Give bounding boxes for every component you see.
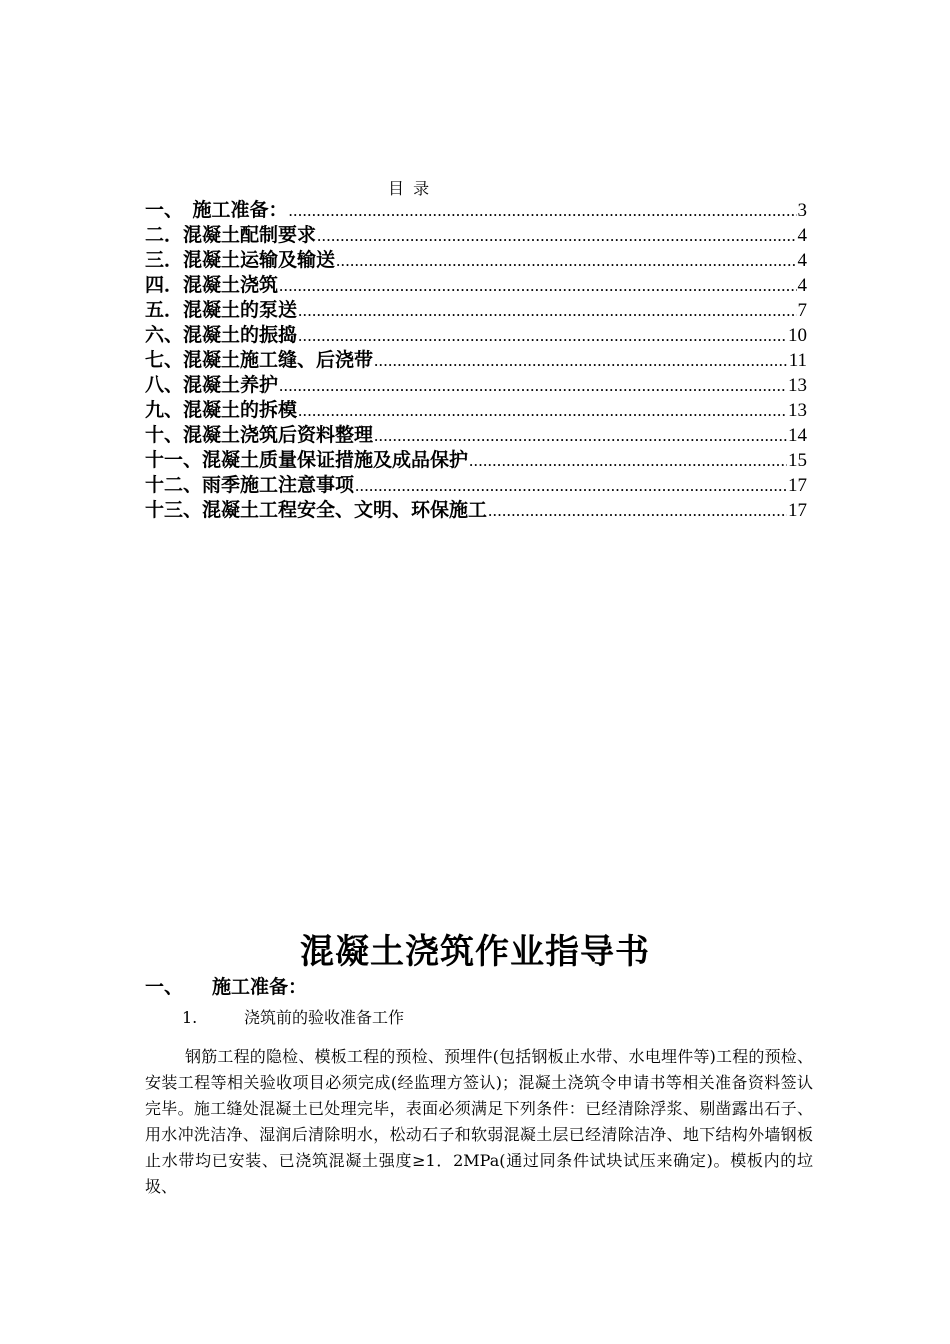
toc-entry-page: 4 <box>797 250 807 271</box>
toc-entry-label: 十、混凝土浇筑后资料整理 <box>145 424 374 446</box>
toc-entry-label: 七、混凝土施工缝、后浇带 <box>145 349 374 371</box>
toc-leader-dots <box>488 498 787 523</box>
document-title: 混凝土浇筑作业指导书 <box>300 932 650 972</box>
toc-entry-page: 13 <box>788 375 807 396</box>
toc-leader-dots <box>289 198 797 223</box>
toc-entry-page: 3 <box>797 200 807 221</box>
toc-entry-label: 十二、雨季施工注意事项 <box>145 474 355 496</box>
toc-leader-dots <box>469 448 787 473</box>
section-heading <box>145 972 307 999</box>
toc-entry-page: 17 <box>788 500 807 521</box>
toc-entry-label: 五．混凝土的泵送 <box>145 299 298 321</box>
section-title: 施工准备： <box>212 976 308 998</box>
toc-entry[interactable] <box>145 298 807 323</box>
toc-entry-page: 15 <box>788 450 807 471</box>
toc-entry-page: 14 <box>788 425 807 446</box>
toc-entry[interactable] <box>145 248 807 273</box>
toc-entry-page: 4 <box>797 225 807 246</box>
toc-entry-label: 三．混凝土运输及输送 <box>145 249 336 271</box>
paragraph: 钢筋工程的隐检、模板工程的预检、预埋件(包括钢板止水带、水电埋件等)工程的预检、安装工程等相关验收项目必须完成(经监理方签认)；混凝土浇筑令申请书等相关准备资料签认完毕。施工缝处混凝土已处理完毕，表面必须满足下列条件：已经清除浮浆、剔凿露出石子、用水冲洗洁净、湿润后清除明水，松动石子和软弱混凝土层已经清除洁净、地下结构外墙钢板止水带均已安装、已浇筑混凝土强度≥1．2MPa(通过同条件试块试压来确定)。模板内的垃圾、 <box>145 1047 813 1196</box>
toc-entry[interactable] <box>145 223 807 248</box>
toc-entry-label: 十三、混凝土工程安全、文明、环保施工 <box>145 499 488 521</box>
toc-entry-label: 六、混凝土的振捣 <box>145 324 298 346</box>
toc-entry-label: 四．混凝土浇筑 <box>145 274 279 296</box>
toc-leader-dots <box>298 298 796 323</box>
toc-leader-dots <box>336 248 796 273</box>
toc-entry[interactable] <box>145 273 807 298</box>
toc-entry[interactable] <box>145 198 807 223</box>
section-number: 一、 <box>145 976 184 998</box>
toc-entry-page: 7 <box>797 300 807 321</box>
toc-leader-dots <box>279 373 787 398</box>
toc-entry[interactable] <box>145 423 807 448</box>
toc-entry-label: 八、混凝土养护 <box>145 374 279 396</box>
toc-entry-label: 九、混凝土的拆模 <box>145 399 298 421</box>
toc-entry[interactable] <box>145 498 807 523</box>
subsection-title: 浇筑前的验收准备工作 <box>244 1008 405 1027</box>
toc-leader-dots <box>374 423 787 448</box>
toc-leader-dots <box>355 473 787 498</box>
toc-entry-label: 十一、混凝土质量保证措施及成品保护 <box>145 449 469 471</box>
toc-leader-dots <box>298 398 787 423</box>
toc-entry-page: 13 <box>788 400 807 421</box>
toc-entry[interactable] <box>145 448 807 473</box>
toc-leader-dots <box>279 273 796 298</box>
toc-entry[interactable] <box>145 473 807 498</box>
subsection-number: 1. <box>182 1008 198 1027</box>
toc-entry[interactable] <box>145 323 807 348</box>
toc-entry[interactable] <box>145 348 807 373</box>
toc-entry[interactable] <box>145 373 807 398</box>
toc-entry-page: 4 <box>797 275 807 296</box>
table-of-contents <box>145 198 807 523</box>
subsection-heading <box>182 1005 404 1028</box>
toc-leader-dots <box>317 223 796 248</box>
toc-leader-dots <box>298 323 787 348</box>
body-text <box>145 1044 813 1200</box>
toc-entry[interactable] <box>145 398 807 423</box>
toc-entry-page: 17 <box>788 475 807 496</box>
toc-entry-label: 二．混凝土配制要求 <box>145 224 317 246</box>
toc-leader-dots <box>374 348 788 373</box>
toc-entry-label: 一、 施工准备： <box>145 199 288 221</box>
toc-title: 目 录 <box>388 179 432 198</box>
toc-entry-page: 10 <box>788 325 807 346</box>
toc-entry-page: 11 <box>788 350 807 371</box>
